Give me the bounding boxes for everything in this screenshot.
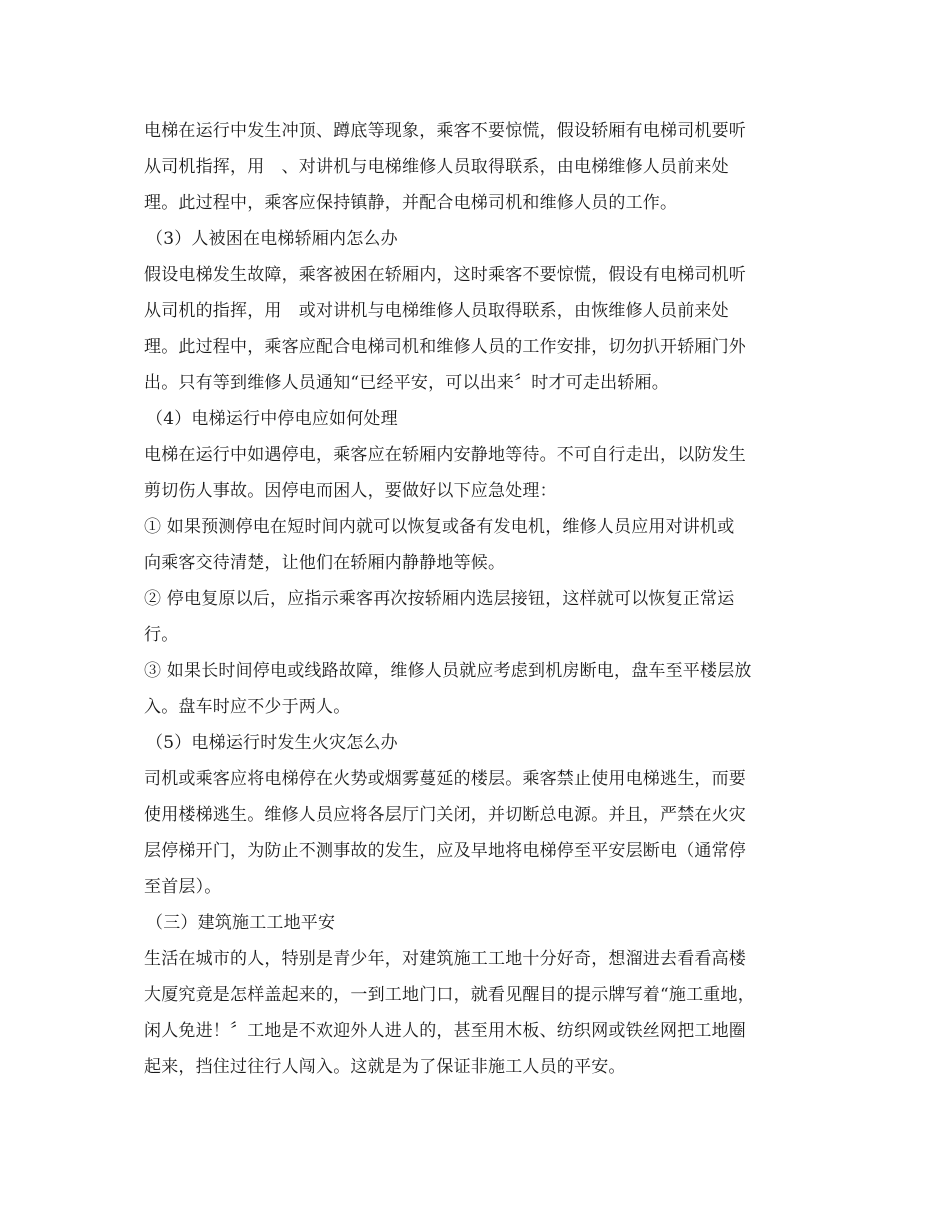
heading-text: （5）电梯运行时发生火灾怎么办 [146,733,398,753]
text-line: 出。只有等到维修人员通知“已经平安，可以出来〞时才可走出轿厢。 [144,373,669,393]
text-line: 电梯在运行中如遇停电，乘客应在轿厢内安静地等待。不可自行走出，以防发生 [144,445,746,465]
text-line: 至首层）。 [144,877,222,897]
text-line: 剪切伤人事故。因停电而困人，要做好以下应急处理： [144,481,557,501]
text-line: 假设电梯发生故障，乘客被困在轿厢内，这时乘客不要惊慌，假设有电梯司机听 [144,265,746,285]
text-line: 从司机的指挥，用 或对讲机与电梯维修人员取得联系，由恢维修人员前来处 [144,301,729,321]
text-line: 大厦究竟是怎样盖起来的，一到工地门口，就看见醒目的提示牌写着“施工重地， [144,985,755,1005]
paragraph [144,761,804,905]
paragraph [144,941,804,1085]
document-body [144,113,804,1085]
text-line: 司机或乘客应将电梯停在火势或烟雾蔓延的楼层。乘客禁止使用电梯逃生，而要 [144,769,746,789]
text-line: 闲人免进！〞工地是不欢迎外人进人的，甚至用木板、纺织网或铁丝网把工地圈 [144,1021,746,1041]
text-line: ② 停电复原以后，应指示乘客再次按轿厢内选层接钮，这样就可以恢复正常运 [144,589,735,609]
text-line: 行。 [144,625,179,645]
text-line: ① 如果预测停电在短时间内就可以恢复或备有发电机，维修人员应用对讲机或 [144,517,735,537]
text-line: 向乘客交待清楚，让他们在轿厢内静静地等候。 [144,553,506,573]
section-heading [144,725,804,761]
text-line: 层停梯开门，为防止不测事故的发生，应及早地将电梯停至平安层断电（通常停 [144,841,746,861]
text-line: 电梯在运行中发生冲顶、蹲底等现象，乘客不要惊慌，假设轿厢有电梯司机要听 [144,121,746,141]
paragraph [144,437,804,509]
paragraph [144,653,804,725]
heading-text: （4）电梯运行中停电应如何处理 [146,409,398,429]
text-line: 理。此过程中，乘客应保持镇静，并配合电梯司机和维修人员的工作。 [144,193,678,213]
paragraph [144,509,804,581]
section-heading [144,905,804,941]
text-line: 使用楼梯逃生。维修人员应将各层厅门关闭，并切断总电源。并且，严禁在火灾 [144,805,746,825]
heading-text: （3）人被困在电梯轿厢内怎么办 [146,229,398,249]
text-line: 从司机指挥，用 、对讲机与电梯维修人员取得联系，由电梯维修人员前来处 [144,157,729,177]
heading-text: （三）建筑施工工地平安 [146,913,336,933]
paragraph [144,113,804,221]
text-line: 理。此过程中，乘客应配合电梯司机和维修人员的工作安排，切勿扒开轿厢门外 [144,337,746,357]
section-heading [144,401,804,437]
text-line: 入。盘车时应不少于两人。 [144,697,351,717]
paragraph [144,257,804,401]
text-line: ③ 如果长时间停电或线路故障，维修人员就应考虑到机房断电，盘车至平楼层放 [144,661,752,681]
text-line: 生活在城市的人，特别是青少年，对建筑施工工地十分好奇，想溜进去看看高楼 [144,949,746,969]
section-heading [144,221,804,257]
paragraph [144,581,804,653]
text-line: 起来，挡住过往行人闯入。这就是为了保证非施工人员的平安。 [144,1057,626,1077]
